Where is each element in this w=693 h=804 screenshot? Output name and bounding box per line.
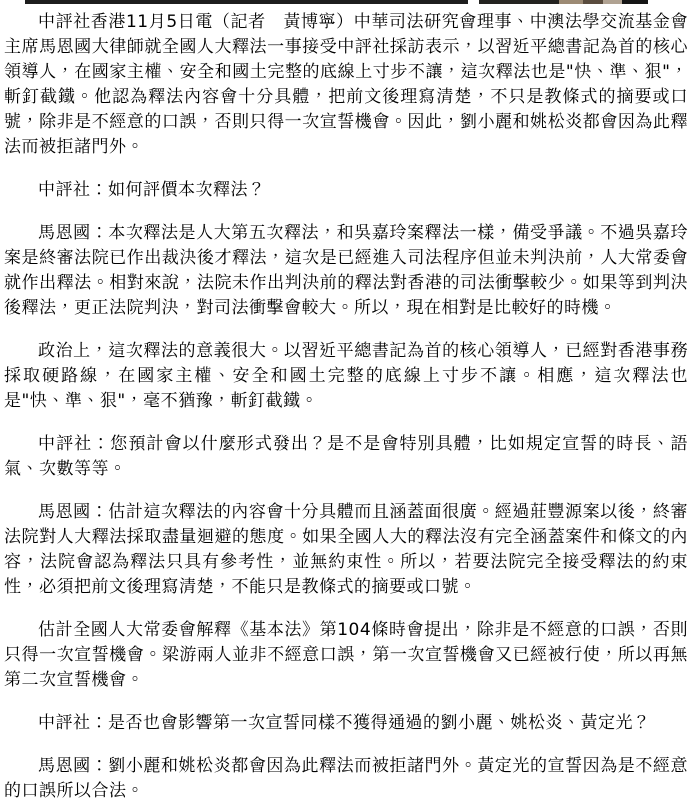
photo-fragment-segment: [479, 0, 559, 4]
photo-fragment-segment: [583, 0, 603, 4]
question-paragraph: 中評社：如何評價本次釋法？: [38, 180, 266, 200]
cropped-photo-edge: [0, 0, 693, 5]
photo-fragment-segment: [25, 0, 468, 4]
photo-fragment-segment: [603, 0, 622, 4]
photo-fragment-segment: [622, 0, 648, 4]
answer-paragraph: 政治上，這次釋法的意義很大。以習近平總書記為首的核心領導人，已經對香港事務採取硬路線，在國家主權、安全和國土完整的底線上寸步不讓。相應，這次釋法也是"快、準、狠"，毫不猶豫，斬釘截鐵。: [4, 341, 688, 411]
question-paragraph: 中評社：您預計會以什麼形式發出？是不是會特別具體，比如規定宣誓的時長、語氣、次數等等。: [4, 434, 688, 479]
answer-paragraph: 馬恩國：劉小麗和姚松炎都會因為此釋法而被拒諸門外。黃定光的宣誓因為是不經意的口誤所以合法。: [4, 756, 688, 801]
question-paragraph: 中評社：是否也會影響第一次宣誓同樣不獲得通過的劉小麗、姚松炎、黃定光？: [38, 713, 651, 733]
answer-paragraph: 馬恩國：本次釋法是人大第五次釋法，和吳嘉玲案釋法一樣，備受爭議。不過吳嘉玲案是終審法院已作出裁決後才釋法，這次是已經進入司法程序但並未判決前，人大常委會就作出釋法。相對來說，法院未作出判決前的釋法對香港的司法衝擊較少。如果等到判決後釋法，更正法院判決，對司法衝擊會較大。所以，現在相對是比較好的時機。: [4, 223, 688, 318]
interview-article: [0, 5, 693, 804]
answer-paragraph: 估計全國人大常委會解釋《基本法》第104條時會提出，除非是不經意的口誤，否則只得一次宣誓機會。梁游兩人並非不經意口誤，第一次宣誓機會又已經被行使，所以再無第二次宣誓機會。: [4, 620, 688, 690]
answer-paragraph: 馬恩國：估計這次釋法的內容會十分具體而且涵蓋面很廣。經過莊豐源案以後，終審法院對人大釋法採取盡量迴避的態度。如果全國人大的釋法沒有完全涵蓋案件和條文的內容，法院會認為釋法只具有參考性，並無約束性。所以，若要法院完全接受釋法的約束性，必須把前文後理寫清楚，不能只是教條式的摘要或口號。: [4, 502, 688, 597]
photo-fragment-segment: [559, 0, 583, 4]
intro-paragraph: 中評社香港11月5日電（記者 黃博寧）中華司法研究會理事、中澳法學交流基金會主席馬恩國大律師就全國人大釋法一事接受中評社採訪表示，以習近平總書記為首的核心領導人，在國家主權、安全和國土完整的底線上寸步不讓，這次釋法也是"快、準、狠"，斬釘截鐵。他認為釋法內容會十分具體，把前文後理寫清楚，不只是教條式的摘要或口號，除非是不經意的口誤，否則只得一次宣誓機會。因此，劉小麗和姚松炎都會因為此釋法而被拒諸門外。: [4, 12, 688, 157]
